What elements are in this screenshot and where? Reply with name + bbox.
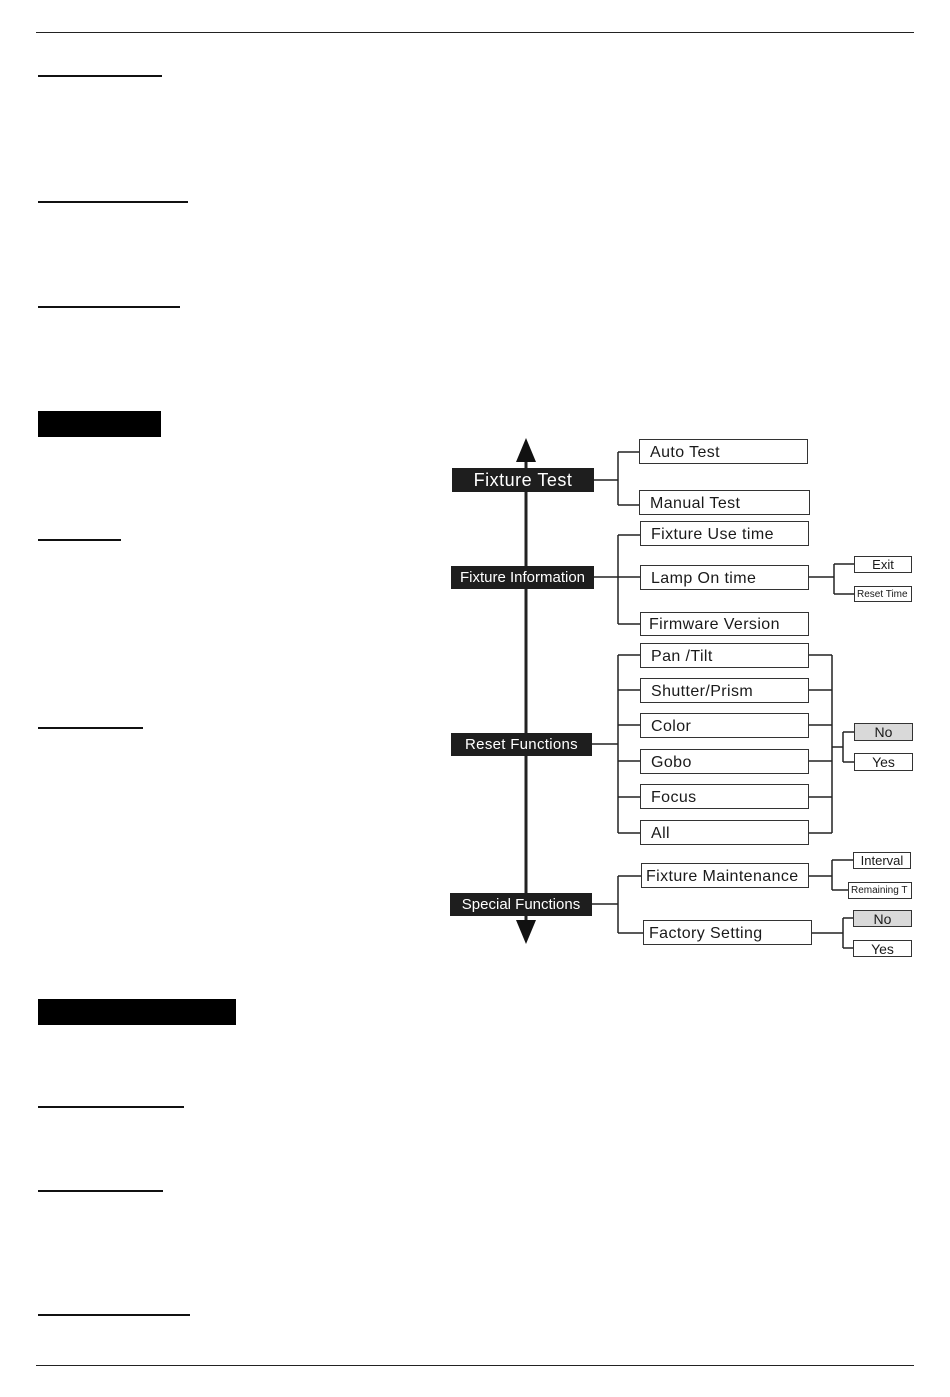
option-remaining: Remaining T: [848, 882, 912, 899]
factory-option-yes: Yes: [853, 940, 912, 957]
submenu-firmware-version: Firmware Version: [640, 612, 809, 636]
submenu-focus: Focus: [640, 784, 809, 809]
submenu-color: Color: [640, 713, 809, 738]
submenu-factory-setting: Factory Setting: [643, 920, 812, 945]
option-reset-time: Reset Time: [854, 586, 912, 602]
submenu-auto-test: Auto Test: [639, 439, 808, 464]
submenu-fixture-use-time: Fixture Use time: [640, 521, 809, 546]
submenu-gobo: Gobo: [640, 749, 809, 774]
submenu-fixture-maintenance: Fixture Maintenance: [641, 863, 809, 888]
menu-special-functions: Special Functions: [450, 893, 592, 916]
submenu-all: All: [640, 820, 809, 845]
reset-option-no: No: [854, 723, 913, 741]
reset-option-yes: Yes: [854, 753, 913, 771]
option-exit: Exit: [854, 556, 912, 573]
menu-reset-functions: Reset Functions: [451, 733, 592, 756]
option-interval: Interval: [853, 852, 911, 869]
submenu-shutter-prism: Shutter/Prism: [640, 678, 809, 703]
menu-fixture-test: Fixture Test: [452, 468, 594, 492]
menu-fixture-information: Fixture Information: [451, 566, 594, 589]
submenu-manual-test: Manual Test: [639, 490, 810, 515]
submenu-pan-tilt: Pan /Tilt: [640, 643, 809, 668]
factory-option-no: No: [853, 910, 912, 927]
submenu-lamp-on-time: Lamp On time: [640, 565, 809, 590]
